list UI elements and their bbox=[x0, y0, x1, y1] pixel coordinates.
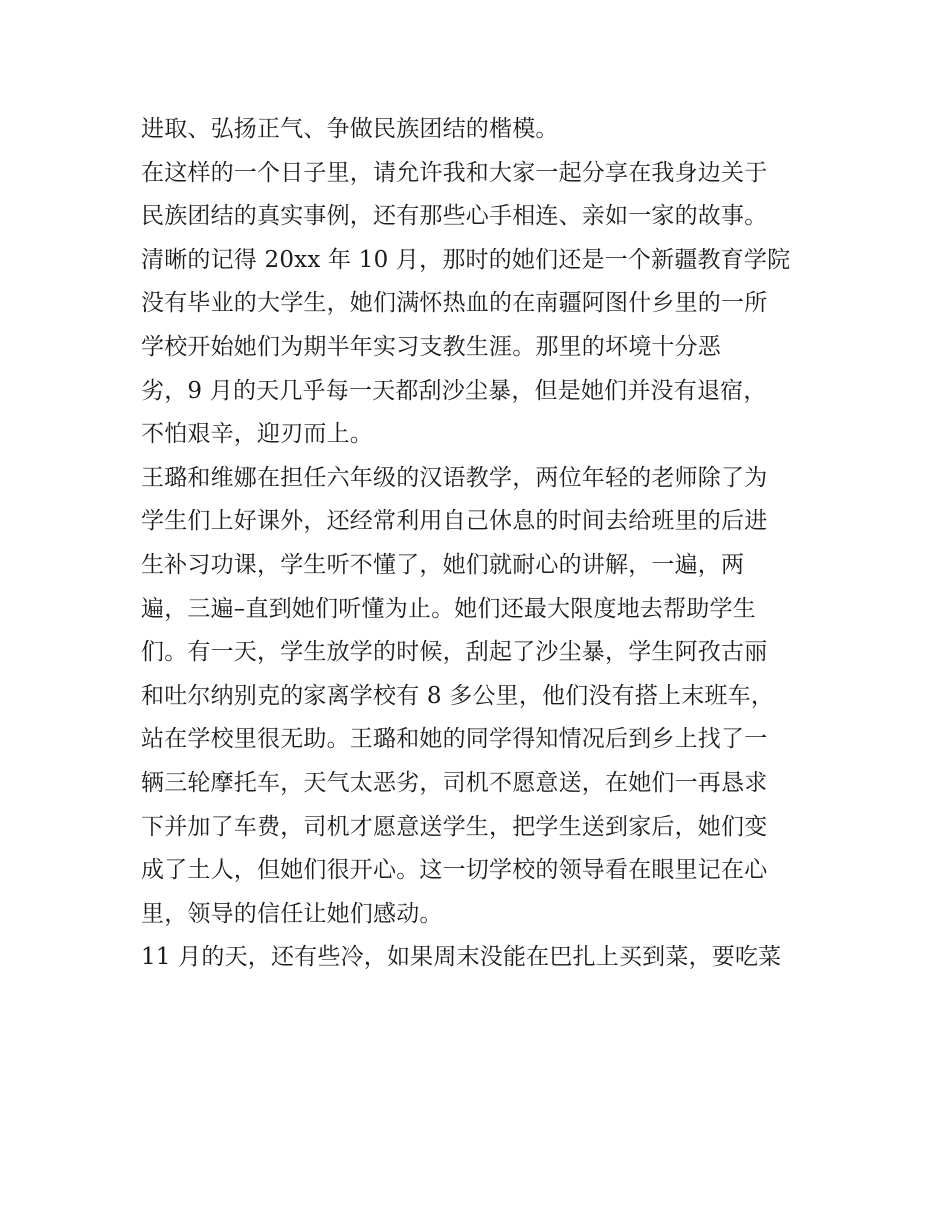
text-line: 学生们上好课外，还经常利用自己休息的时间去给班里的后进 bbox=[141, 508, 768, 535]
text-line: 进取、弘扬正气、争做民族团结的楷模。 bbox=[141, 116, 559, 142]
text-line: 遍，三遍–直到她们听懂为止。她们还最大限度地去帮助学生 bbox=[141, 595, 756, 622]
text-line: 下并加了车费，司机才愿意送学生，把学生送到家后，她们变 bbox=[141, 813, 768, 840]
text-line: 站在学校里很无助。王璐和她的同学得知情况后到乡上找了一 bbox=[141, 726, 768, 753]
document-body bbox=[141, 108, 831, 980]
text-line: 王璐和维娜在担任六年级的汉语教学，两位年轻的老师除了为 bbox=[141, 464, 768, 491]
text-line: 劣，9 月的天几乎每一天都刮沙尘暴，但是她们并没有退宿， bbox=[141, 377, 767, 404]
text-line: 辆三轮摩托车，天气太恶劣，司机不愿意送，在她们一再恳求 bbox=[141, 769, 768, 796]
text-line: 11 月的天，还有些冷，如果周末没能在巴扎上买到菜，要吃菜 bbox=[141, 944, 782, 971]
text-line: 学校开始她们为期半年实习支教生涯。那里的坏境十分恶 bbox=[141, 333, 721, 360]
text-line: 里，领导的信任让她们感动。 bbox=[141, 900, 443, 927]
text-line: 清晰的记得 20xx 年 10 月，那时的她们还是一个新疆教育学院 bbox=[141, 246, 791, 273]
text-line: 没有毕业的大学生，她们满怀热血的在南疆阿图什乡里的一所 bbox=[141, 290, 768, 317]
text-line: 生补习功课，学生听不懂了，她们就耐心的讲解，一遍，两 bbox=[141, 551, 745, 578]
text-line: 成了土人，但她们很开心。这一切学校的领导看在眼里记在心 bbox=[141, 857, 768, 884]
text-line: 们。有一天，学生放学的时候，刮起了沙尘暴，学生阿孜古丽 bbox=[141, 639, 768, 666]
text-line: 和吐尔纳别克的家离学校有 8 多公里，他们没有搭上末班车， bbox=[141, 682, 775, 709]
text-line: 民族团结的真实事例，还有那些心手相连、亲如一家的故事。 bbox=[141, 203, 768, 230]
text-line: 不怕艰辛，迎刃而上。 bbox=[141, 421, 373, 448]
text-line: 在这样的一个日子里，请允许我和大家一起分享在我身边关于 bbox=[141, 159, 768, 186]
